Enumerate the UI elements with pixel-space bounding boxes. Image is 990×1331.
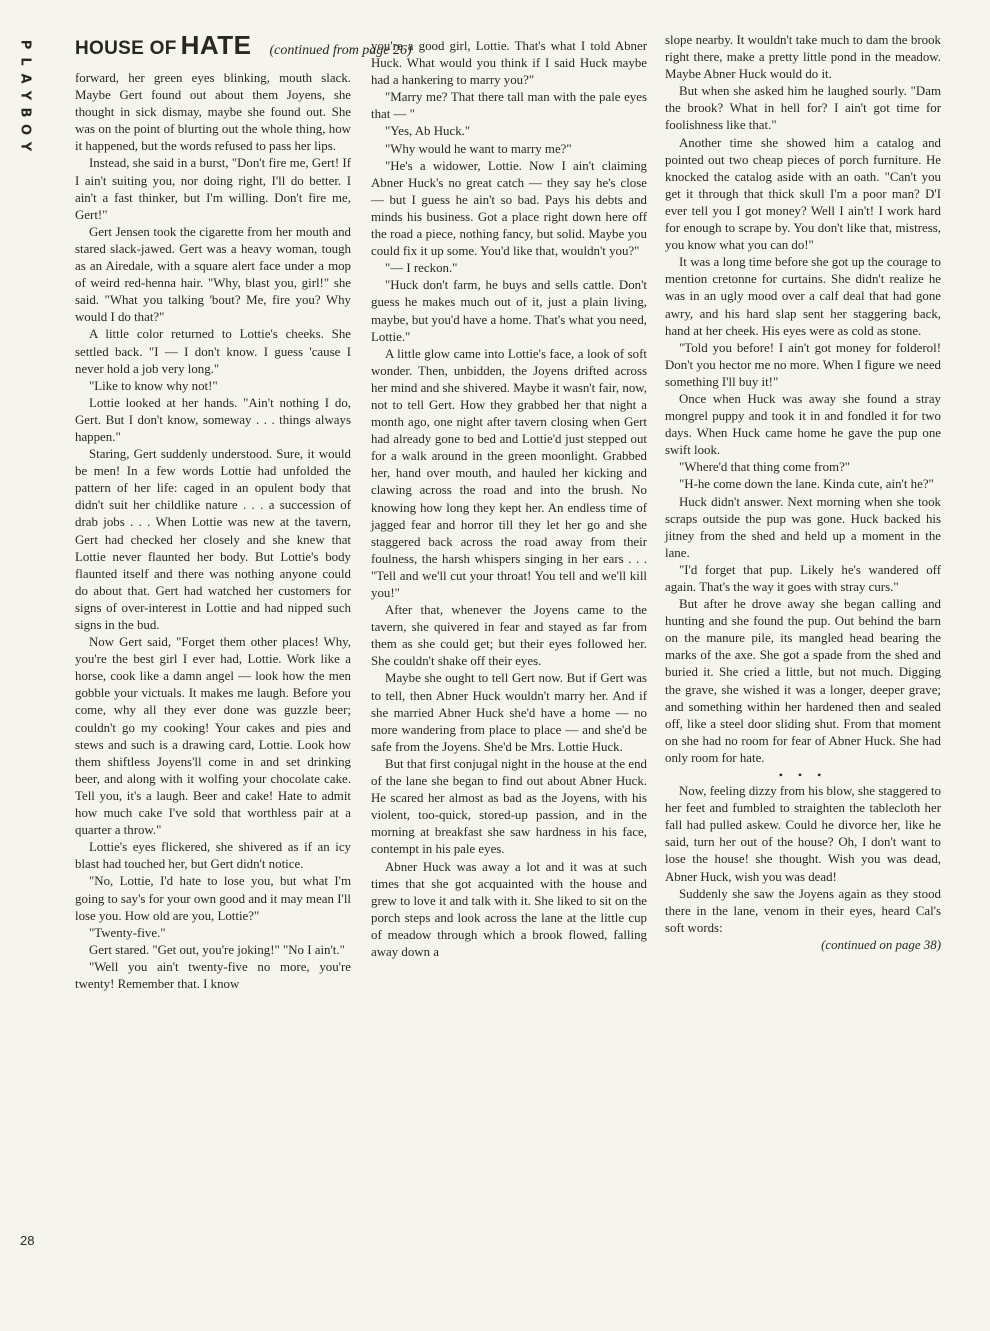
paragraph: But when she asked him he laughed sourly. "Dam the brook? What in hell for? I ain't got time for foolishness like that.": [665, 84, 941, 133]
paragraph: But that first conjugal night in the house at the end of the lane she began to find out about Abner Huck. He scared her almost as bad as the Joyens, with his violent, too-quick, stored-up passion, and in the morning at breakfast she saw hardness in his face, contempt in his pale eyes.: [371, 756, 647, 857]
continued-from-note: (continued from page 26): [269, 43, 412, 58]
heading-hate: HATE: [180, 30, 252, 60]
paragraph: Gert Jensen took the cigarette from her mouth and stared slack-jawed. Gert was a heavy woman, tough as an Airedale, with a square alert face under a mop of weird red-henna hair. "Why, blast you, girl!" she said. "What you talking 'bout? Me, fire you? Why would I do that?": [75, 224, 351, 325]
paragraph: It was a long time before she got up the courage to mention cretonne for curtains. She didn't realize he was in an ugly mood over a calf deal that had gone awry, and his hard slap sent her staggering back, hand at her cheek. His eyes were as cold as stone.: [665, 255, 941, 338]
side-title-letter: L: [17, 57, 33, 66]
paragraph: Lottie's eyes flickered, she shivered as if an icy blast had touched her, but Gert didn't notice.: [75, 840, 351, 872]
page-number: 28: [20, 1233, 35, 1248]
section-separator: • • •: [778, 768, 828, 783]
paragraph: Another time she showed him a catalog and pointed out two cheap pieces of porch furniture. He knocked the catalog aside with an oath. "Can't you get it through that thick skull I'm a poor man? D'I ever tell you I got money? Well I ain't! I work hard for enough to scrape by. You don't like that, mistress, you know what you can do!": [665, 135, 941, 253]
paragraph: "Huck don't farm, he buys and sells cattle. Don't guess he makes much out of it, just a plain living, maybe, but you'd have a home. That's what you need, Lottie.": [371, 278, 647, 344]
paragraph: Suddenly she saw the Joyens again as they stood there in the lane, venom in their eyes, heard Cal's soft words:: [665, 886, 941, 935]
paragraph: Maybe she ought to tell Gert now. But if Gert was to tell, then Abner Huck wouldn't marry her. And if she married Abner Huck she'd have a home — no more wandering from place to place — and she'd be safe from the Joyens. She'd be Mrs. Lottie Huck.: [371, 671, 647, 754]
paragraph: "I'd forget that pup. Likely he's wandered off again. That's the way it goes with stray curs.": [665, 562, 941, 594]
paragraph: "Yes, Ab Huck.": [385, 124, 471, 139]
paragraph: Lottie looked at her hands. "Ain't nothing I do, Gert. But I don't know, someway . . . things always happen.": [75, 395, 351, 444]
paragraph: Instead, she said in a burst, "Don't fire me, Gert! If I ain't suiting you, nor doing right, I'll do better. I ain't a fast thinker, but I'm willing. Don't fire me, Gert!": [75, 156, 351, 222]
paragraph: "He's a widower, Lottie. Now I ain't claiming Abner Huck's no great catch — they say he's close — but I guess he ain't so bad. Pays his debts and minds his business. Got a place right down here off the road a piece, nothing fancy, but solid. Maybe you could fix it up some. You'd like that, wouldn't you?": [371, 158, 647, 259]
paragraph: Huck didn't answer. Next morning when she took scraps outside the pup was gone. Huck backed his jitney from the shed and held up a moment in the lane.: [665, 494, 941, 560]
paragraph: "Like to know why not!": [89, 378, 218, 393]
paragraph: "Marry me? That there tall man with the pale eyes that — ": [371, 90, 647, 122]
paragraph: "No, Lottie, I'd hate to lose you, but what I'm going to say's for your own good and it may mean I'll lose you. How old are you, Lottie?": [75, 874, 351, 923]
continued-on-note: (continued on page 38): [821, 937, 941, 952]
side-title-letter: O: [17, 123, 33, 136]
paragraph: "Why would he want to marry me?": [385, 141, 572, 156]
paragraph: Now Gert said, "Forget them other places! Why, you're the best girl I ever had, Lottie. Work like a horse, cook like a damn angel — look how the men gobble your victuals. It makes me laugh. Before you come, why all they ever done was guzzle beer; couldn't go my cooking! Your cakes and pies and stews and such is a drawing card, Lottie. Look how them shiftless Joyens'll come in and set drinking beer, and along with it wolfing your chocolate cake. Tell you, it's a laugh. Beer and cake! Hate to admit how much cake I've sold that worthless pair at a quarter a throw.": [75, 635, 351, 838]
paragraph: "Twenty-five.": [89, 925, 166, 940]
text-column-3: [665, 32, 941, 1257]
paragraph: But after he drove away she began calling and hunting and she found the pup. Out behind the barn on the manure pile, its mangled head bearing the marks of the axe. She got a spade from the shed and buried it. She cried a little, but not much. Digging the grave, she wished it was a longer, deeper grave; and something within her hardened then and sealed off, like a steel door sliding shut. From that moment on she had no room for fear of Abner Huck. She had only room for hate.: [665, 597, 941, 765]
side-title-letter: P: [17, 39, 33, 50]
text-column-1: [75, 70, 351, 1250]
paragraph: Gert stared. "Get out, you're joking!" "No I ain't.": [89, 942, 345, 957]
paragraph: After that, whenever the Joyens came to the tavern, she quivered in fear and stayed as far from them as she could get; but their eyes followed her. She couldn't shake off their eyes.: [371, 603, 647, 669]
side-title-letter: Y: [17, 141, 33, 152]
paragraph: "H-he come down the lane. Kinda cute, ain't he?": [679, 477, 934, 492]
paragraph: "— I reckon.": [385, 261, 458, 276]
paragraph: "Well you ain't twenty-five no more, you're twenty! Remember that. I know: [75, 959, 351, 991]
paragraph: slope nearby. It wouldn't take much to dam the brook right there, make a pretty little pond in the meadow. Maybe Abner Huck would do it.: [665, 33, 941, 82]
paragraph: you're a good girl, Lottie. That's what I told Abner Huck. What would you think if I said Huck maybe had a hankering to marry you?": [371, 39, 647, 88]
story-heading: [75, 30, 412, 61]
side-title-letter: A: [17, 73, 33, 84]
paragraph: Now, feeling dizzy from his blow, she staggered to her feet and fumbled to straighten the tablecloth her fall had pulled askew. Could he divorce her, like he said, turn her out of the house? Oh, I don't want to lose the house! she thought. Wish you was dead, Abner Huck, wish you was dead!: [665, 784, 941, 884]
side-title-letter: B: [17, 107, 33, 118]
side-magazine-title: [13, 36, 37, 155]
paragraph: "Told you before! I ain't got money for folderol! Don't you hector me no more. When I figure we need something I'll buy it!": [665, 340, 941, 389]
text-column-2: [371, 38, 647, 1250]
paragraph: A little color returned to Lottie's cheeks. She settled back. "I — I don't know. I guess 'cause I never hold a job very long.": [75, 327, 351, 376]
paragraph: forward, her green eyes blinking, mouth slack. Maybe Gert found out about them Joyens, she thought in sick dismay, maybe she found out. She was on the point of blurting out the whole thing, how it happened, but the words refused to pass her lips.: [75, 71, 351, 154]
heading-house-of: HOUSE OF: [75, 38, 177, 59]
paragraph: "Where'd that thing come from?": [679, 460, 851, 475]
paragraph: Once when Huck was away she found a stray mongrel puppy and took it in and fondled it for two days. When Huck came home he gave the pup one swift look.: [665, 391, 941, 458]
paragraph: Abner Huck was away a lot and it was at such times that she got acquainted with the house and grew to love it and talk with it. She liked to sit on the porch steps and look across the lane at the little cup of meadow through which a brook flowed, falling away down a: [371, 859, 647, 959]
side-title-letter: Y: [17, 90, 33, 101]
paragraph: Staring, Gert suddenly understood. Sure, it would be men! In a few words Lottie had unfolded the pattern of her life: caged in an opulent body that didn't suit her childlike nature . . . a succession of drab jobs . . . When Lottie was new at the tavern, Gert had checked her closely and she knew that Lottie never flaunted her body. But Lottie's body flaunted itself and there was nothing anyone could do about that. Gert had watched her customers for signs of over-interest in Lottie and had nipped such signs in the bud.: [75, 447, 351, 632]
paragraph: A little glow came into Lottie's face, a look of soft wonder. Then, unbidden, the Joyens drifted across her mind and she shivered. Maybe it wasn't fair, now, not to tell Gert. How they grabbed her that night a month ago, one night after tavern closing when Gert had already gone to bed and Lottie'd just stepped out for a walk around in the green moonlight. Grabbed her, hand over mouth, and hauled her kicking and clawing across the road and into the brush. No knowing how long they kept her. An endless time of jagged fear and horror till they let her go and she staggered back across the road away from their foulness, the harsh whispers singing in her ears . . . "Tell and we'll cut your throat! You tell and we'll kill you!": [371, 346, 647, 600]
